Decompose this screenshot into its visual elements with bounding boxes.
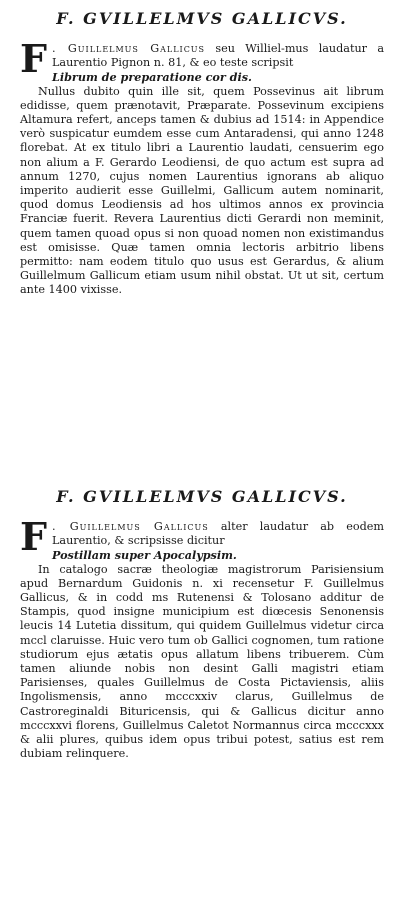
author-name: . Guillelmus Gallicus xyxy=(51,42,206,55)
commentary-paragraph: Nullus dubito quin ille sit, quem Possevinus ait librum edidisse, quem prænotavit, Præparate. Possevinum excipiens Altamura refert, anceps tamen & dubius ad 1514: in Appendice verò suspicatur eumdem esse cum Antaradensi, qui anno 1248 florebat. At ex titulo libri a Laurentio laudati, censuerim ego non alium a F. Gerardo Leodiensi, de quo actum est supra ad annum 1270, cujus nomen Laurentius ignorans ab aliquo imperito audierit esse Guillelmi, Gallicum autem nominarit, quod domus Leodiensis ad hos ultimos annos ex provincia Franciæ fuerit. Revera Laurentius dicti Gerardi non meminit, quem tamen quoad opus si non quoad nomen non existimandus est omisisse. Quæ tamen omnia lectoris arbitrio libens permitto: nam eodem titulo quo usus est Gerardus, & alium Guillelmum Gallicum etiam usum nihil obstat. Ut ut sit, certum ante 1400 vixisse. xyxy=(20,84,384,297)
drop-cap: F xyxy=(20,514,47,559)
author-name: . Guillelmus Gallicus xyxy=(51,520,209,533)
entry-guillelmus-1 xyxy=(20,8,384,298)
intro-text: alter laudatur ab eodem Laurentio, & scripsisse dicitur xyxy=(51,520,384,548)
entry-heading: F. GVILLELMVS GALLICVS. xyxy=(56,9,348,28)
entry-body xyxy=(20,36,385,298)
drop-cap: F xyxy=(20,36,47,81)
entry-body xyxy=(20,514,384,761)
work-title: Postillam super Apocalypsim. xyxy=(51,548,237,563)
entry-heading: F. GVILLELMVS GALLICVS. xyxy=(56,487,348,506)
intro-text: seu Williel-mus laudatur a Laurentio Pignon n. 81, & eo teste scripsit xyxy=(51,42,385,70)
work-title: Librum de preparatione cor dis. xyxy=(51,70,252,85)
entry-guillelmus-2 xyxy=(20,486,384,761)
commentary-paragraph: In catalogo sacræ theologiæ magistrorum Parisiensium apud Bernardum Guidonis n. xi recensetur F. Guillelmus Gallicus, & in codd ms Rutenensi & Tolosano additur de Stampis, quod insigne municipium est diœcesis Senonensis leucis 14 Lutetia dissitum, qui quidem Guillelmus videtur circa mccl claruisse. Huic vero tum ob Gallici cognomen, tum ratione studiorum ejus ætatis opus allatum libens tribuerem. Cùm tamen aliunde nobis non desint Galli magistri etiam Parisienses, quales Guillelmus de Costa Pictaviensis, aliis Ingolismensis, anno mcccxxiv clarus, Guillelmus de Castroreginaldi Bituricensis, qui & Gallicus dicitur anno mcccxxvi florens, Guillelmus Caletot Normannus circa mcccxxx & alii plures, quibus idem opus tribui potest, satius est rem dubiam relinquere. xyxy=(20,562,384,761)
